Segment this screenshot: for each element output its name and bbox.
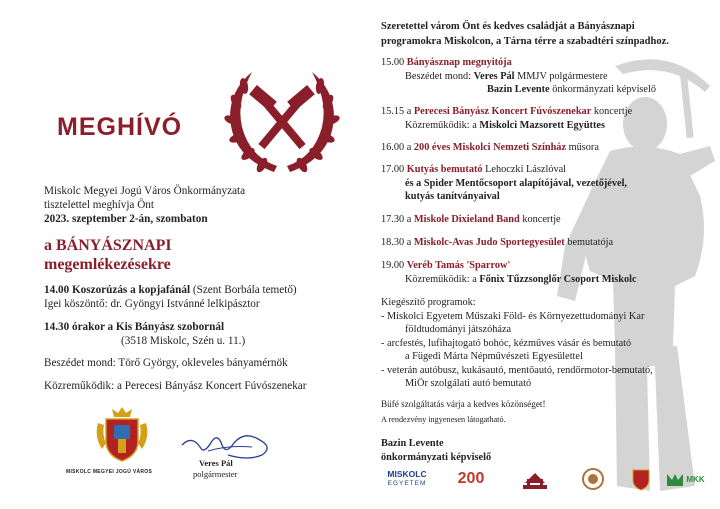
program-suffix: koncertje: [519, 214, 561, 225]
program-speaker: Veres Pál: [473, 70, 515, 82]
program-item-2: [381, 105, 711, 132]
event-title-line-1: a BÁNYÁSZNAPI: [44, 237, 172, 254]
left-program-item-2-address: (3518 Miskolc, Szén u. 11.): [121, 335, 246, 347]
intro-text: [381, 19, 711, 49]
logo-subtext: EGYETEM: [387, 480, 427, 487]
round-seal-logo-icon: [581, 467, 605, 491]
program-time: 17.00: [381, 164, 407, 175]
200-years-logo: 200: [457, 470, 485, 487]
program-suffix: koncertje: [591, 106, 633, 117]
sponsor-logos: [381, 467, 711, 491]
program-time: 16.00 a: [381, 142, 414, 153]
logo-text: MISKOLC: [387, 469, 427, 479]
invite-date: 2023. szeptember 2-án, szombaton: [44, 213, 208, 225]
program-time: 15.00: [381, 57, 407, 68]
mkk-mark-icon: [667, 472, 683, 486]
program-speaker-role: MMJV polgármestere: [514, 70, 608, 82]
shield-logo-icon: [631, 467, 651, 491]
hammer-and-pick-wreath-icon: [222, 62, 342, 180]
city-crest-icon: [92, 403, 152, 465]
left-speech: Beszédet mond: Törő György, okleveles bányamérnök: [44, 357, 288, 369]
program-speaker-role: önkormányzati képviselő: [549, 84, 657, 95]
program-title: Miskole Dixieland Band: [413, 214, 520, 225]
program-detail: kutyás tanítványaival: [405, 191, 500, 202]
invite-line-1: Miskolc Megyei Jogú Város Önkormányzata: [44, 185, 246, 197]
program-item-5: [381, 213, 711, 227]
closing-role: önkormányzati képviselő: [381, 452, 492, 463]
program-title: Veréb Tamás 'Sparrow': [406, 260, 511, 271]
intro-line-2: programokra Miskolcon, a Tárna térre a szabadtéri színpadhoz.: [381, 36, 669, 47]
crest-caption: MISKOLC MEGYEI JOGÚ VÁROS: [66, 469, 153, 475]
left-program-item-2-title: 14.30 órakor a Kis Bányász szobornál: [44, 321, 225, 333]
program-time: 19.00: [381, 260, 407, 271]
program-suffix: műsora: [566, 142, 599, 153]
program-speaker: Bazin Levente: [487, 84, 550, 95]
program-title: Miskolc-Avas Judo Sportegyesület: [413, 237, 565, 248]
signature-name: Veres Pál: [199, 458, 233, 468]
left-program-item-1-place: (Szent Borbála temető): [190, 284, 297, 296]
extra-item: - arcfestés, lufihajtogató bohóc, kézműves vásár és bemutató: [381, 337, 632, 349]
left-program-item-1: [44, 283, 297, 297]
program-label: Beszédet mond:: [405, 70, 474, 82]
program-time: 17.30 a: [381, 214, 414, 225]
program-item-4: [381, 163, 711, 204]
left-program-item-1-title: 14.00 Koszorúzás a kopjafánál: [44, 284, 191, 296]
left-program-item-1-sub: Igei köszöntő: dr. Gyöngyi Istvánné lelkipásztor: [44, 298, 260, 310]
program-suffix: Lehoczki Lászlóval: [482, 164, 567, 175]
program-suffix: bemutatója: [564, 237, 614, 248]
mkk-logo: [664, 467, 708, 491]
extra-programs: [381, 296, 711, 391]
program-item-6: [381, 236, 711, 250]
program-item-1: [381, 56, 711, 97]
event-title-line-2: megemlékezésekre: [44, 256, 171, 273]
program-detail: és a Spider Mentőcsoport alapítójával, vezetőjével,: [405, 177, 628, 189]
program-time: 18.30 a: [381, 237, 414, 248]
program-item-7: [381, 259, 711, 286]
extra-heading: Kiegészítő programok:: [381, 297, 476, 308]
program-performer: Miskolci Mazsorett Együttes: [479, 119, 605, 131]
invite-line-2: tisztelettel meghívja Önt: [44, 199, 154, 211]
extra-item: - Miskolci Egyetem Műszaki Föld- és Környezettudományi Kar: [381, 310, 645, 322]
intro-line-1: Szeretettel várom Önt és kedves családját a Bányásznapi: [381, 21, 635, 32]
program-title: Kutyás bemutató: [406, 164, 483, 175]
event-title: [44, 236, 172, 274]
extra-item-cont: MiÖr szolgálati autó bemutató: [405, 378, 532, 389]
program-title: Perecesi Bányász Koncert Fúvószenekar: [413, 106, 592, 117]
miskolci-egyetem-logo: [381, 467, 433, 491]
free-entry-note: A rendezvény ingyenesen látogatható.: [381, 415, 506, 424]
page-title: MEGHÍVÓ: [57, 113, 183, 141]
program-time: 15.15 a: [381, 106, 414, 117]
buffet-note: Büfé szolgáltatás várja a kedves közönséget!: [381, 399, 546, 409]
logo-text: MKK: [686, 474, 705, 484]
program-label: Közreműködik: a: [405, 273, 480, 285]
extra-item-cont: a Fügedi Márta Népművészeti Egyesülettel: [405, 351, 583, 362]
signature-role: polgármester: [193, 469, 238, 479]
museum-logo-icon: [521, 467, 549, 491]
left-contrib: Közreműködik: a Perecesi Bányász Koncert Fúvószenekar: [44, 380, 307, 392]
extra-item: - veterán autóbusz, kukásautó, mentőautó, rendőrmotor-bemutató,: [381, 364, 653, 376]
program-label: Közreműködik: a: [405, 119, 480, 131]
program-item-3: [381, 141, 711, 155]
closing-name: Bazin Levente: [381, 438, 444, 449]
program-title: Bányásznap megnyitója: [406, 57, 512, 68]
program-performer: Főnix Tűzzsonglőr Csoport Miskolc: [479, 273, 637, 285]
program-title: 200 éves Miskolci Nemzeti Színház: [413, 142, 567, 153]
extra-item-cont: földtudományi játszóháza: [405, 324, 512, 335]
